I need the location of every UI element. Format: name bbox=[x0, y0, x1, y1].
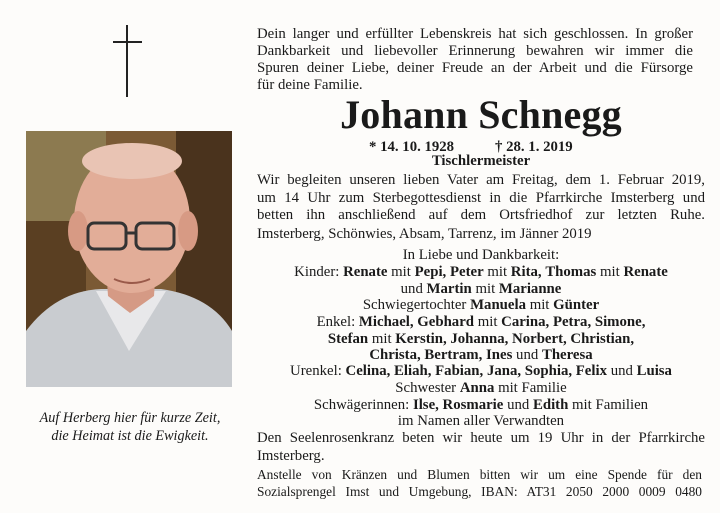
cross-icon-bar bbox=[113, 41, 142, 43]
family-enkel-3: Christa, Bertram, Ines und Theresa bbox=[369, 347, 593, 363]
family-schwiegertochter: Schwiegertochter Manuela mit Günter bbox=[362, 297, 600, 313]
place-date: Imsterberg, Schönwies, Absam, Tarrenz, im Jänner 2019 bbox=[257, 226, 592, 242]
family-verwandte: im Namen aller Verwandten bbox=[397, 413, 565, 429]
birth-date: * 14. 10. 1928 bbox=[369, 139, 455, 155]
family-schwester: Schwester Anna mit Familie bbox=[395, 380, 567, 396]
family-kinder-2: und Martin mit Marianne bbox=[400, 281, 562, 297]
cross-icon bbox=[126, 25, 128, 97]
gratitude-line: In Liebe und Dankbarkeit: bbox=[402, 247, 560, 263]
service-text: Wir begleiten unseren lieben Vater am Freitag, dem 1. Februar 2019, um 14 Uhr zum Sterbegottesdienst in die Pfarrkirche Imsterberg und betten ihn anschließend auf dem Ortsfriedhof zur letzten Ruhe. bbox=[257, 172, 705, 223]
portrait-photo bbox=[26, 131, 232, 387]
family-enkel-1: Enkel: Michael, Gebhard mit Carina, Petra, Simone, bbox=[316, 314, 646, 330]
family-schwaegerinnen: Schwägerinnen: Ilse, Rosmarie und Edith mit Familien bbox=[313, 397, 649, 413]
intro-text: Dein langer und erfüllter Lebenskreis hat sich geschlossen. In großer Dankbarkeit und liebevoller Erinnerung bewahren wir immer die Spuren deiner Liebe, deiner Freude an der Arbeit und die Fürsorge für deine Familie. bbox=[257, 26, 693, 93]
family-kinder-1: Kinder: Renate mit Pepi, Peter mit Rita, Thomas mit Renate bbox=[294, 264, 668, 280]
family-enkel-2: Stefan mit Kerstin, Johanna, Norbert, Christian, bbox=[327, 331, 635, 347]
death-date: † 28. 1. 2019 bbox=[495, 139, 573, 155]
deceased-name: Johann Schnegg bbox=[340, 92, 622, 137]
profession: Tischlermeister bbox=[431, 153, 531, 169]
memorial-quote: Auf Herberg hier für kurze Zeit, die Heimat ist die Ewigkeit. bbox=[39, 410, 221, 444]
family-urenkel: Urenkel: Celina, Eliah, Fabian, Jana, Sophia, Felix und Luisa bbox=[290, 363, 672, 379]
rosary-text: Den Seelenrosenkranz beten wir heute um 19 Uhr in der Pfarrkirche Imsterberg. bbox=[257, 430, 705, 464]
donation-text: Anstelle von Kränzen und Blumen bitten wir um eine Spende für den Sozialsprengel Imst und Umgebung, IBAN: AT31 2050 2000 0009 0480 bbox=[257, 467, 702, 499]
